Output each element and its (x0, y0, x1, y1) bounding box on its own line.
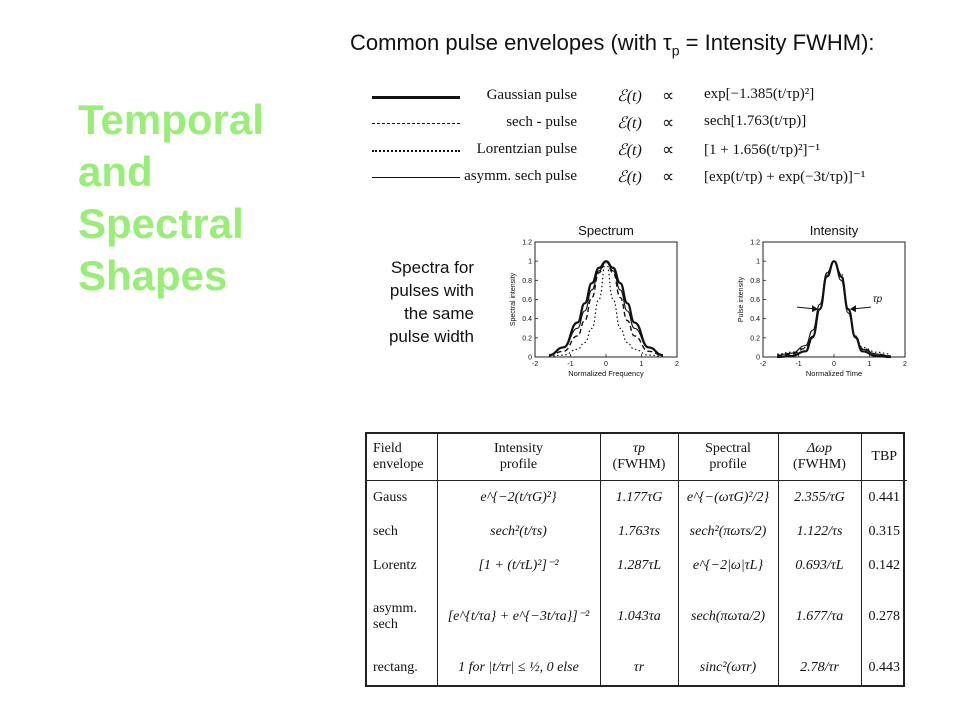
table-row (367, 481, 907, 516)
legend-relation: ∝ (662, 113, 675, 132)
y-tick-label: 0.2 (522, 335, 532, 343)
note-line: Spectra for (390, 258, 474, 277)
cell-envelope: asymm. sech (373, 601, 417, 633)
legend-expression: [1 + 1.656(t/τp)²]⁻¹ (704, 142, 820, 158)
legend-row-lorentzian (372, 140, 912, 162)
legend-label: Lorentzian pulse (476, 141, 577, 157)
table-header-row (367, 434, 907, 481)
chart-title: Intensity (809, 223, 859, 238)
header-field-envelope (367, 434, 437, 481)
y-tick-label: 0 (528, 354, 532, 362)
cell-spectral: sech(πωτa/2) (678, 583, 778, 651)
series-line-dashed (549, 261, 663, 355)
y-tick-label: 0.4 (522, 316, 532, 324)
legend-expression: [exp(t/τp) + exp(−3t/τp)]⁻¹ (704, 169, 866, 185)
cell-intensity: sech²(t/τs) (437, 515, 600, 549)
cell-domega: 1.122/τs (778, 515, 861, 549)
y-axis-label: Pulse intensity (738, 276, 745, 323)
cell-envelope: rectang. (373, 660, 418, 676)
intensity-plot (733, 220, 913, 385)
series-line-solid-thin (777, 261, 891, 356)
title-line: and (78, 148, 153, 195)
title-line: Temporal (78, 96, 264, 143)
legend-label: Gaussian pulse (486, 87, 577, 103)
series-line-dotted (777, 261, 891, 354)
spectrum-plot (505, 220, 685, 385)
legend-relation: ∝ (662, 167, 675, 186)
x-tick-label: -1 (567, 361, 574, 368)
pulse-properties-table (365, 432, 905, 687)
legend-symbol: ℰ(t) (617, 115, 642, 132)
header-tbp (861, 434, 907, 481)
cell-tbp: 0.443 (861, 651, 907, 685)
cell-domega: 2.355/τG (778, 481, 861, 516)
legend-relation: ∝ (662, 140, 675, 159)
header-text: TBP (871, 449, 898, 464)
header-text: Δωp (806, 441, 833, 456)
note-line: pulse width (388, 327, 474, 346)
header-intensity-profile (437, 434, 600, 481)
heading-text-end: = Intensity FWHM): (679, 30, 875, 55)
legend-symbol: ℰ(t) (617, 142, 642, 159)
header-text: τp (632, 441, 645, 456)
legend-row-gaussian (372, 86, 912, 108)
cell-tau: 1.287τL (600, 549, 678, 583)
cell-intensity: [1 + (t/τL)²]⁻² (437, 549, 600, 583)
cell-envelope: Lorentz (373, 558, 417, 574)
header-spectral-profile (678, 434, 778, 481)
series-line-solid-thin (549, 261, 663, 355)
cell-tbp: 0.441 (861, 481, 907, 516)
cell-spectral: sinc²(ωτr) (678, 651, 778, 685)
chart-svg (505, 220, 685, 385)
cell-domega: 0.693/τL (778, 549, 861, 583)
properties-table (367, 434, 907, 685)
envelope-legend (372, 86, 912, 194)
x-tick-label: 1 (867, 361, 872, 368)
y-tick-label: 0.6 (750, 297, 760, 304)
header-text: envelope (373, 457, 424, 472)
cell-spectral: sech²(πωτs/2) (678, 515, 778, 549)
x-axis-label: Normalized Time (805, 369, 863, 378)
chart-title: Spectrum (578, 223, 634, 238)
cell-tau: 1.043τa (600, 583, 678, 651)
spectra-note (360, 256, 474, 348)
x-tick-label: -1 (795, 361, 802, 368)
plot-frame (763, 242, 905, 357)
header-text: (FWHM) (612, 457, 666, 472)
heading-text: Common pulse envelopes (with τ (350, 30, 672, 55)
cell-intensity: [e^{t/τa} + e^{−3t/τa}]⁻² (437, 583, 600, 651)
cell-spectral: e^{−2|ω|τL} (678, 549, 778, 583)
header-tau-fwhm (600, 434, 678, 481)
y-axis-label: Spectral intensity (510, 272, 517, 327)
y-tick-label: 0.8 (522, 277, 532, 285)
table-row (367, 549, 907, 583)
title-line: Shapes (78, 252, 228, 299)
y-tick-label: 0.4 (750, 316, 760, 324)
table-row (367, 515, 907, 549)
table-row (367, 651, 907, 685)
cell-tau: 1.177τG (600, 481, 678, 516)
legend-label: sech - pulse (506, 114, 577, 130)
header-domega-fwhm (778, 434, 861, 481)
header-text: profile (709, 457, 747, 472)
table-row (367, 583, 907, 651)
legend-symbol: ℰ(t) (617, 169, 642, 186)
x-axis-label: Normalized Frequency (568, 369, 644, 378)
x-tick-label: 2 (903, 361, 907, 368)
chart-svg (733, 220, 913, 385)
cell-tbp: 0.315 (861, 515, 907, 549)
y-tick-label: 0.6 (522, 297, 532, 304)
legend-row-sech (372, 113, 912, 135)
x-tick-label: 1 (639, 361, 644, 368)
slide-title (78, 94, 318, 302)
cell-envelope: Gauss (373, 490, 408, 506)
legend-label: asymm. sech pulse (464, 168, 577, 184)
legend-expression: sech[1.763(t/τp)] (704, 113, 807, 129)
header-text: Intensity (494, 441, 543, 456)
legend-relation: ∝ (662, 86, 675, 105)
x-tick-label: -2 (759, 361, 767, 368)
title-line: Spectral (78, 200, 244, 247)
cell-spectral: e^{−(ωτG)²/2} (678, 481, 778, 516)
pulse-envelopes-heading (350, 30, 875, 58)
cell-intensity: e^{−2(t/τG)²} (437, 481, 600, 516)
heading-subscript: p (671, 42, 680, 59)
header-text: Field (373, 441, 402, 456)
x-tick-label: 0 (604, 361, 608, 368)
cell-intensity: 1 for |t/τr| ≤ ½, 0 else (437, 651, 600, 685)
y-tick-label: 1 (756, 258, 760, 266)
legend-expression: exp[−1.385(t/τp)²] (704, 86, 815, 102)
cell-tau: 1.763τs (600, 515, 678, 549)
legend-symbol: ℰ(t) (617, 88, 642, 105)
header-text: Spectral (705, 441, 751, 456)
series-line-dashed (777, 261, 891, 356)
cell-tbp: 0.278 (861, 583, 907, 651)
series-line-solid-thick (777, 261, 891, 357)
cell-tau: τr (600, 651, 678, 685)
note-line: pulses with (389, 281, 474, 300)
cell-envelope: sech (373, 524, 398, 540)
cell-tbp: 0.142 (861, 549, 907, 583)
plot-frame (535, 242, 677, 357)
legend-row-asymm-sech (372, 167, 912, 189)
header-text: (FWHM) (793, 457, 846, 472)
series-line-dotted (549, 261, 663, 356)
series-line-solid-thick (549, 261, 663, 355)
cell-domega: 2.78/τr (778, 651, 861, 685)
y-tick-label: 1 (528, 258, 532, 266)
note-line: the same (404, 304, 474, 323)
cell-domega: 1.677/τa (778, 583, 861, 651)
y-tick-label: 0 (756, 354, 760, 362)
header-text: profile (499, 457, 538, 472)
y-tick-label: 0.2 (750, 335, 760, 343)
x-tick-label: -2 (531, 361, 539, 368)
y-tick-label: 1.2 (522, 239, 532, 247)
x-tick-label: 0 (832, 361, 836, 368)
tau-annotation: τp (872, 294, 883, 306)
y-tick-label: 0.8 (750, 277, 760, 285)
y-tick-label: 1.2 (750, 239, 760, 247)
x-tick-label: 2 (675, 361, 679, 368)
